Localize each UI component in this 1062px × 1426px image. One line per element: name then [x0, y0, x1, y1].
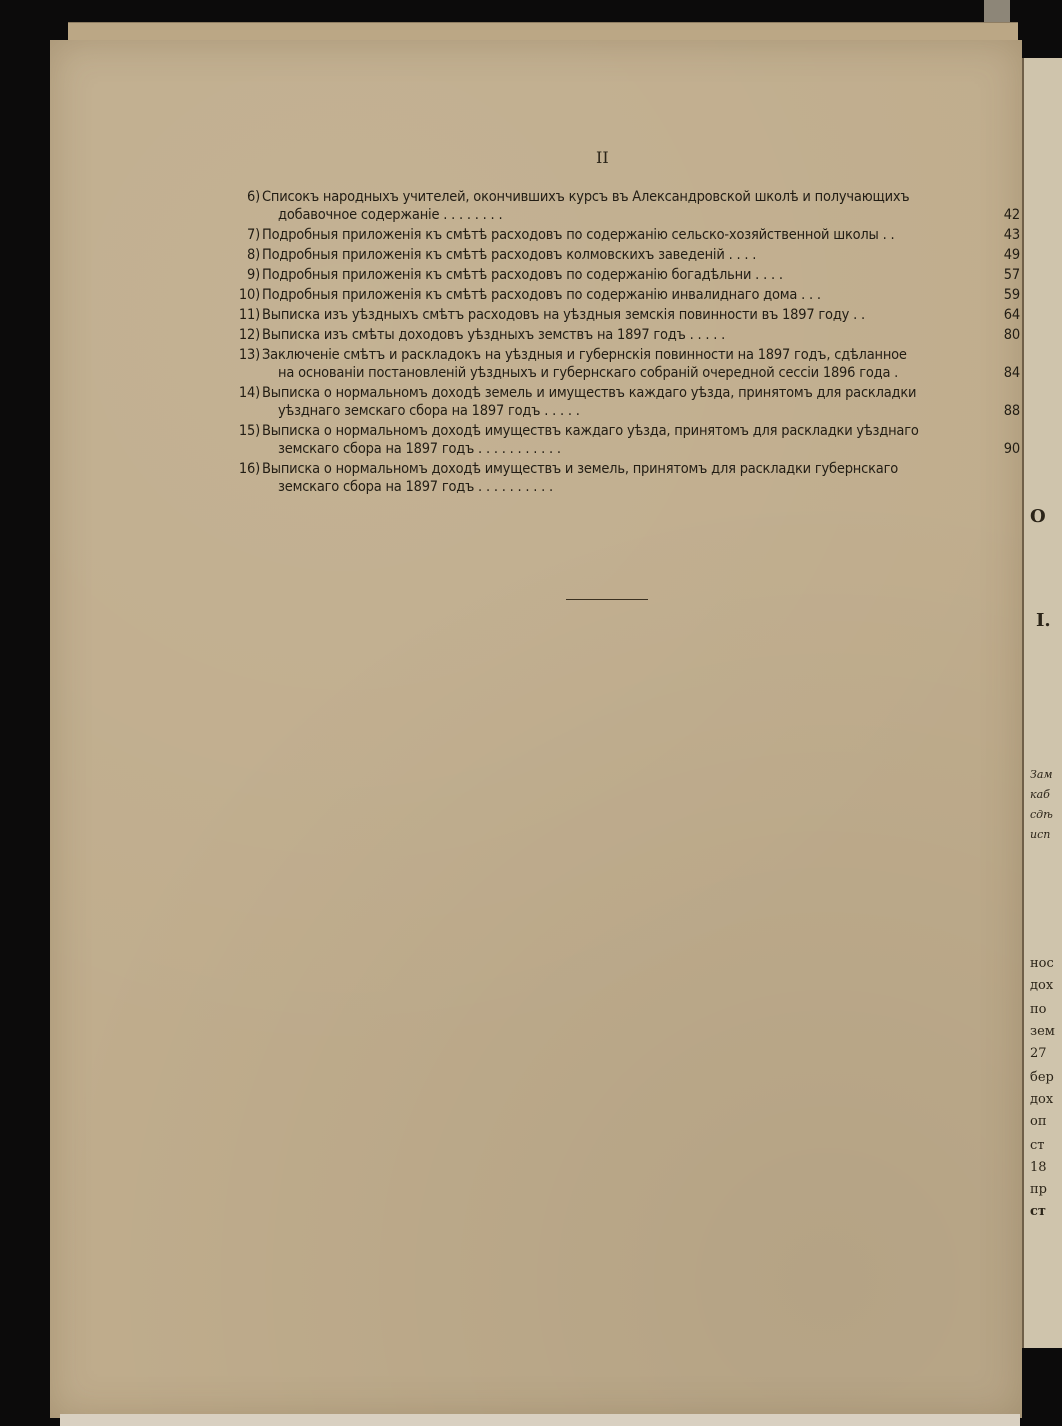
toc-entry-number: 12) — [238, 327, 260, 343]
fragment-col-2: по — [1030, 1002, 1047, 1017]
fragment-col-8: ст — [1030, 1138, 1045, 1153]
toc-entry-title — [262, 384, 962, 420]
fragment-col-4: 27 — [1030, 1046, 1047, 1061]
toc-entry-title — [262, 266, 962, 284]
toc-entry-number: 6) — [247, 189, 260, 205]
toc-entry — [222, 226, 1020, 244]
toc-entry-line: Списокъ народныхъ учителей, окончившихъ курсъ въ Александровской школѣ и получающихъ — [262, 189, 910, 205]
toc-entry-line: добавочное содержаніе . . . . . . . . — [278, 207, 503, 223]
toc-entry — [222, 384, 1020, 420]
toc-entry-number: 13) — [238, 347, 260, 363]
toc-entry-title — [262, 326, 962, 344]
toc-entry-line: Выписка изъ смѣты доходовъ уѣздныхъ земствъ на 1897 годъ . . . . . — [262, 327, 726, 343]
fragment-col-7: оп — [1030, 1114, 1047, 1129]
toc-entry-page: 57 — [1003, 267, 1020, 283]
toc-entry-line: уѣзднаго земскаго сбора на 1897 годъ . . . . . — [278, 403, 580, 419]
toc-entry-line: Выписка о нормальномъ доходѣ имуществъ и земель, принятомъ для раскладки губернскаго — [262, 461, 899, 477]
toc-entry-number: 14) — [238, 385, 260, 401]
toc-entry-line: Выписка изъ уѣздныхъ смѣтъ расходовъ на уѣздныя земскія повинности въ 1897 году . . — [262, 307, 865, 323]
toc-entry-line: Подробныя приложенія къ смѣтѣ расходовъ по содержанію богадѣльни . . . . — [262, 267, 783, 283]
toc-entry-title — [262, 306, 962, 324]
toc-entry-number: 9) — [247, 267, 260, 283]
section-divider — [566, 599, 648, 600]
toc-entry-page: 64 — [1003, 307, 1020, 323]
toc-entry-number: 16) — [238, 461, 260, 477]
toc-entry-page: 80 — [1003, 327, 1020, 343]
toc-entry-number: 15) — [238, 423, 260, 439]
toc-entry-title — [262, 460, 962, 496]
toc-entry — [222, 188, 1020, 224]
toc-entry — [222, 266, 1020, 284]
fragment-roman-one: I. — [1036, 610, 1051, 631]
toc-entry-number: 10) — [238, 287, 260, 303]
toc-entry-line: Заключеніе смѣтъ и раскладокъ на уѣздныя и губернскія повинности на 1897 годъ, сдѣланное — [262, 347, 907, 363]
toc-entry — [222, 246, 1020, 264]
toc-entry-page: 84 — [1003, 365, 1020, 381]
page-bottom-edge — [60, 1414, 1020, 1426]
fragment-italic-1: каб — [1030, 788, 1050, 801]
toc-entry — [222, 306, 1020, 324]
toc-entry-number: 7) — [247, 227, 260, 243]
fragment-col-3: зем — [1030, 1024, 1055, 1039]
toc-entry — [222, 422, 1020, 458]
table-of-contents — [222, 188, 1020, 498]
toc-entry-title — [262, 226, 962, 244]
fragment-col-10: пр — [1030, 1182, 1047, 1197]
toc-entry — [222, 326, 1020, 344]
fragment-col-9: 18 — [1030, 1160, 1047, 1175]
fragment-letter-o: О — [1030, 506, 1046, 527]
toc-entry-line: земскаго сбора на 1897 годъ . . . . . . . . . . . — [278, 441, 561, 457]
toc-entry-line: Подробныя приложенія къ смѣтѣ расходовъ колмовскихъ заведеній . . . . — [262, 247, 757, 263]
toc-entry-title — [262, 286, 962, 304]
toc-entry — [222, 286, 1020, 304]
toc-entry-title — [262, 346, 962, 382]
fragment-col-11: ст — [1030, 1204, 1046, 1219]
toc-entry-title — [262, 422, 962, 458]
toc-entry-page: 88 — [1003, 403, 1020, 419]
toc-entry-title — [262, 188, 962, 224]
fragment-col-5: бер — [1030, 1070, 1054, 1085]
fragment-italic-3: исп — [1030, 828, 1051, 841]
toc-entry-page: 49 — [1003, 247, 1020, 263]
toc-entry-line: на основаніи постановленій уѣздныхъ и губернскаго собраній очередной сессіи 1896 года . — [278, 365, 899, 381]
fragment-col-0: нос — [1030, 956, 1054, 971]
toc-entry-page: 90 — [1003, 441, 1020, 457]
toc-entry-line: Подробныя приложенія къ смѣтѣ расходовъ по содержанію инвалиднаго дома . . . — [262, 287, 821, 303]
toc-entry-line: Выписка о нормальномъ доходѣ имуществъ каждаго уѣзда, принятомъ для раскладки уѣзднаго — [262, 423, 919, 439]
toc-entry-line: Подробныя приложенія къ смѣтѣ расходовъ по содержанію сельско-хозяйственной школы . . — [262, 227, 895, 243]
toc-entry-number: 11) — [238, 307, 260, 323]
toc-entry-page: 43 — [1003, 227, 1020, 243]
toc-entry-number: 8) — [247, 247, 260, 263]
fragment-col-6: дох — [1030, 1092, 1054, 1107]
fragment-italic-2: сдѣ — [1030, 808, 1053, 821]
toc-entry — [222, 460, 1020, 496]
toc-entry-page: 59 — [1003, 287, 1020, 303]
toc-entry — [222, 346, 1020, 382]
fragment-italic-0: Зам — [1030, 768, 1053, 781]
toc-entry-page: 42 — [1003, 207, 1020, 223]
toc-entry-line: Выписка о нормальномъ доходѣ земель и имуществъ каждаго уѣзда, принятомъ для раскладки — [262, 385, 917, 401]
fragment-col-1: дох — [1030, 978, 1054, 993]
page-number: II — [596, 148, 609, 167]
toc-entry-title — [262, 246, 962, 264]
toc-entry-line: земскаго сбора на 1897 годъ . . . . . . . . . . — [278, 479, 553, 495]
adjacent-page-fragment — [1022, 58, 1062, 1348]
